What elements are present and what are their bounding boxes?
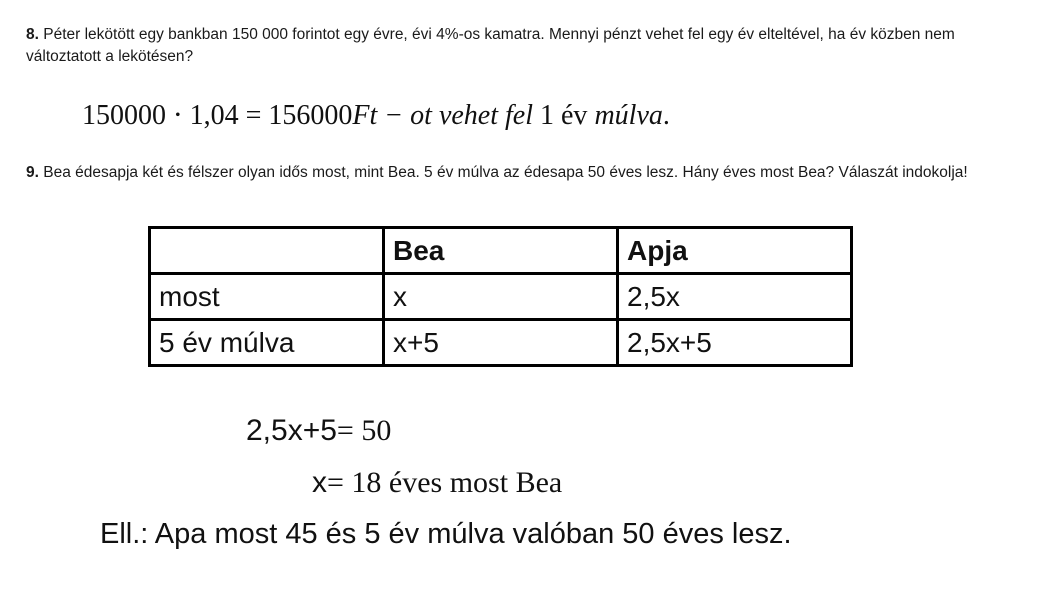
eq-end: . — [662, 100, 670, 131]
eq-rate: 1,04 = 156000 — [189, 100, 353, 131]
solution-answer-rhs: = 18 éves most Bea — [327, 466, 563, 499]
task-8-text: Péter lekötött egy bankban 150 000 forintot egy évre, évi 4%-os kamatra. Mennyi pénzt vehet fel egy év elteltével, ha év közben nem változtatott a lekötésen? — [26, 26, 955, 65]
solution-equation-rhs: = 50 — [336, 414, 392, 447]
eq-plain: 1 év — [533, 100, 595, 131]
table-cell: 2,5x — [618, 274, 852, 320]
table-row — [150, 274, 852, 320]
table-cell: most — [150, 274, 384, 320]
table-cell: x+5 — [384, 320, 618, 366]
table-header-row — [150, 228, 852, 274]
table-header-cell: Apja — [618, 228, 852, 274]
task-9-number: 9. — [26, 164, 39, 181]
solution-answer-lhs: x — [312, 466, 327, 499]
task-9-question — [26, 162, 1016, 184]
task-8-equation — [82, 98, 670, 132]
eq-base: 150000 — [82, 100, 166, 131]
table-cell: 5 év múlva — [150, 320, 384, 366]
age-table — [148, 226, 853, 367]
solution-equation-lhs: 2,5x+5 — [246, 414, 337, 447]
solution-equation — [246, 414, 391, 448]
task-8-number: 8. — [26, 26, 39, 43]
table-header-cell — [150, 228, 384, 274]
table-header-cell: Bea — [384, 228, 618, 274]
task-9-text: Bea édesapja két és félszer olyan idős most, mint Bea. 5 év múlva az édesapa 50 éves lesz. Hány éves most Bea? Válaszát indokolja! — [43, 164, 968, 181]
task-8-question — [26, 24, 1016, 68]
verification-text: Ell.: Apa most 45 és 5 év múlva valóban 50 éves lesz. — [100, 518, 792, 550]
table-row — [150, 320, 852, 366]
eq-op: ⋅ — [166, 100, 190, 131]
solution-answer — [312, 466, 562, 500]
eq-italic-2: múlva — [594, 100, 663, 131]
table-cell: 2,5x+5 — [618, 320, 852, 366]
eq-italic-1: Ft − ot vehet fel — [352, 100, 533, 131]
table-cell: x — [384, 274, 618, 320]
